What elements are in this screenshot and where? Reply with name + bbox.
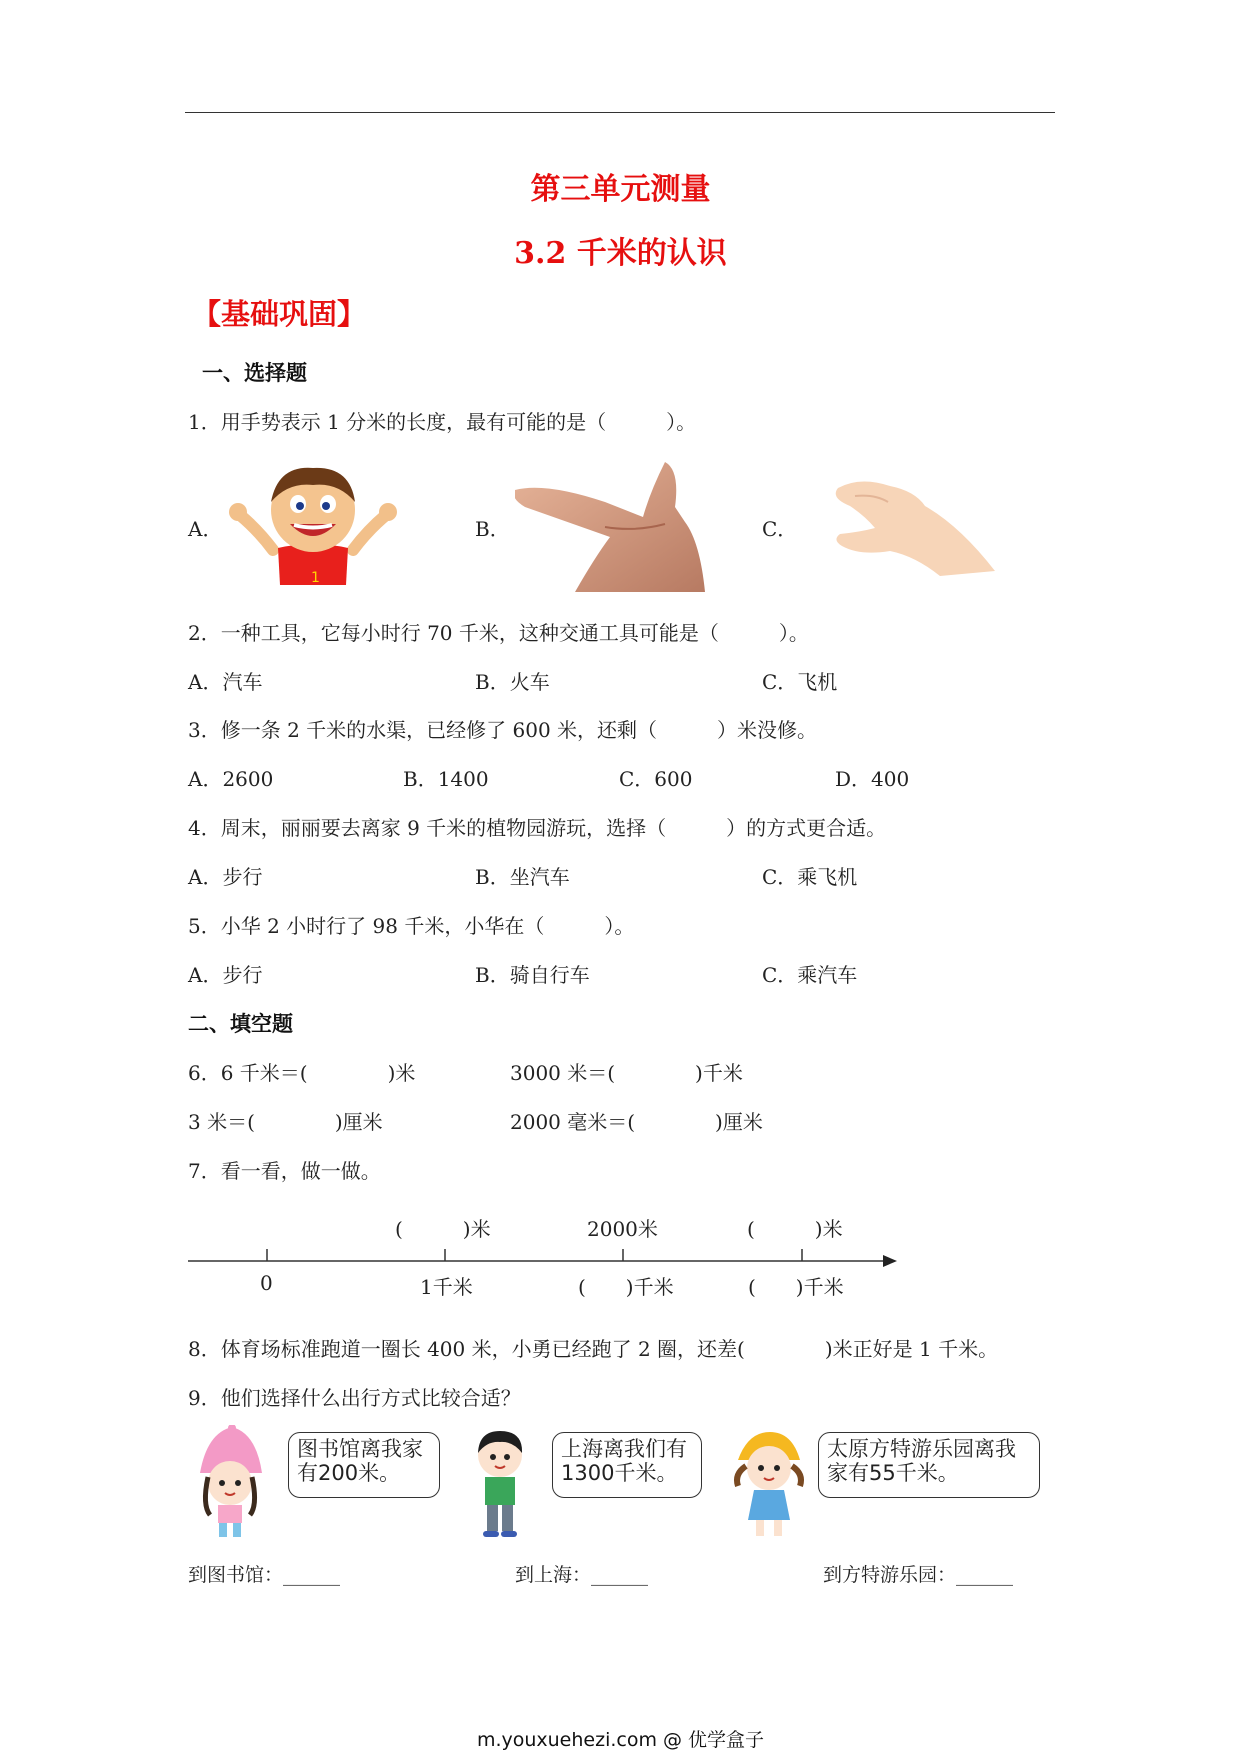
page-title: 第三单元测量: [530, 172, 711, 207]
question-6d: 2000 毫米＝( )厘米: [510, 1110, 763, 1134]
q5-option-b: B．骑自行车: [475, 963, 590, 987]
speech-bubble-theme-park: [818, 1432, 1040, 1498]
footer-watermark: m.youxuehezi.com @ 优学盒子: [476, 1729, 765, 1751]
q1-option-c: C．: [762, 517, 798, 541]
svg-text:1: 1: [311, 570, 320, 585]
speech-bubble-library: [288, 1432, 440, 1498]
bubble-library-line2: 有200米。: [297, 1461, 401, 1485]
q5-option-c: C．乘汽车: [762, 963, 858, 987]
number-line-bottom-label-0: 0: [260, 1271, 273, 1295]
question-4: 4．周末，丽丽要去离家 9 千米的植物园游玩，选择（ ）的方式更合适。: [188, 816, 887, 840]
page-subtitle: 3.2 千米的认识: [514, 236, 727, 271]
girl-yellow-hat-image: [728, 1428, 810, 1540]
question-6b: 3000 米＝( )千米: [510, 1061, 743, 1085]
question-8: 8．体育场标准跑道一圈长 400 米，小勇已经跑了 2 圈，还差( )米正好是 1 千米。: [188, 1337, 999, 1361]
question-2: 2．一种工具，它每小时行 70 千米，这种交通工具可能是（ ）。: [188, 621, 809, 645]
header-rule: [185, 112, 1055, 113]
question-1: 1．用手势表示 1 分米的长度，最有可能的是（ ）。: [188, 410, 697, 434]
bubble-shanghai-line1: 上海离我们有: [561, 1437, 687, 1461]
q4-option-b: B．坐汽车: [475, 865, 570, 889]
speech-bubble-shanghai: [552, 1432, 702, 1498]
answer-theme-park: 到方特游乐园：______: [823, 1564, 1014, 1586]
question-6c: 3 米＝( )厘米: [188, 1110, 383, 1134]
number-line-bottom-label-1: 1千米: [420, 1275, 473, 1299]
bubble-shanghai-line2: 1300千米。: [561, 1461, 678, 1485]
q2-option-a: A．汽车: [188, 670, 263, 694]
bubble-park-line1: 太原方特游乐园离我: [827, 1437, 1016, 1461]
number-line-bottom-label-3: ( )千米: [748, 1275, 844, 1299]
q2-option-c: C．飞机: [762, 670, 838, 694]
q3-option-d: D．400: [835, 767, 910, 791]
q2-option-b: B．火车: [475, 670, 550, 694]
q5-option-a: A．步行: [188, 963, 263, 987]
pinch-hand-image: [820, 476, 995, 576]
question-5: 5．小华 2 小时行了 98 千米，小华在（ ）。: [188, 914, 635, 938]
part2-heading: 二、填空题: [188, 1012, 293, 1036]
question-6a: 6．6 千米＝( )米: [188, 1061, 416, 1085]
number-line-top-label-3: ( )米: [747, 1217, 843, 1241]
boy-image: [465, 1425, 535, 1541]
bubble-library-line1: 图书馆离我家: [297, 1437, 423, 1461]
cartoon-boy-image: [228, 460, 398, 585]
part1-heading: 一、选择题: [202, 361, 307, 385]
hand-gesture-image: [515, 462, 715, 592]
q4-option-a: A．步行: [188, 865, 263, 889]
number-line-bottom-label-2: ( )千米: [578, 1275, 674, 1299]
question-3: 3．修一条 2 千米的水渠，已经修了 600 米，还剩（ ）米没修。: [188, 718, 818, 742]
number-line-top-label-1: ( )米: [395, 1217, 491, 1241]
answer-library: 到图书馆：______: [188, 1564, 341, 1586]
girl-pink-hat-image: [192, 1425, 267, 1541]
question-9: 9．他们选择什么出行方式比较合适？: [188, 1386, 521, 1410]
q3-option-c: C．600: [619, 767, 693, 791]
q1-option-b: B．: [475, 517, 510, 541]
q3-option-b: B．1400: [403, 767, 489, 791]
section-heading: 【基础巩固】: [192, 297, 367, 331]
answer-shanghai: 到上海：______: [515, 1564, 649, 1586]
q4-option-c: C．乘飞机: [762, 865, 858, 889]
number-line-top-label-2: 2000米: [587, 1217, 658, 1241]
q1-option-a: A．: [188, 517, 223, 541]
q3-option-a: A．2600: [188, 767, 274, 791]
question-7: 7．看一看，做一做。: [188, 1159, 381, 1183]
bubble-park-line2: 家有55千米。: [827, 1461, 959, 1485]
